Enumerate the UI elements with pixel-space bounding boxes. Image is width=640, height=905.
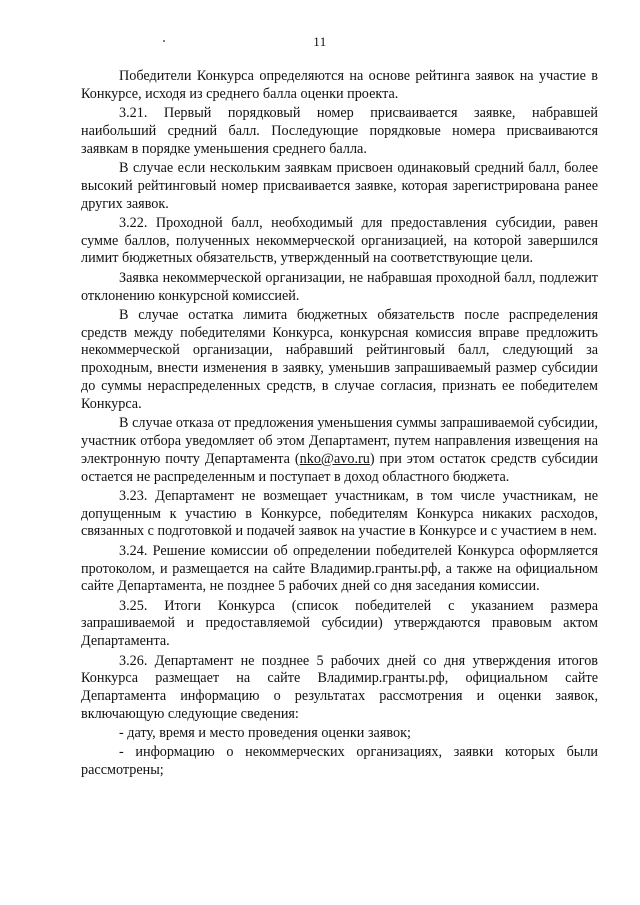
paragraph-remaining-limit: В случае остатка лимита бюджетных обязательств после распределения средств между победителями Конкурса, конкурсная комиссия вправе предложить некоммерческой организации, набравший рейтинговый балл, следующий за проходным, внести изменения в заявку, уменьшив запрашиваемый размер субсидии до суммы нераспределенных средств, в случае согласия, признать ее победителем Конкурса. xyxy=(81,306,598,412)
paragraph-3-23: 3.23. Департамент не возмещает участникам, в том числе участникам, не допущенным к участию в Конкурсе, победителям Конкурса никаких расходов, связанных с подготовкой и подачей заявок на участие в Конкурсе и с участием в нем. xyxy=(81,487,598,540)
paragraph-3-24: 3.24. Решение комиссии об определении победителей Конкурса оформляется протоколом, и размещается на сайте Владимир.гранты.рф, а также на официальном сайте Департамента, не позднее 5 рабочих дней со дня заседания комиссии. xyxy=(81,542,598,595)
paragraph-rejection: Заявка некоммерческой организации, не набравшая проходной балл, подлежит отклонению конкурсной комиссией. xyxy=(81,269,598,304)
paragraph-refusal-part2: ) при этом остаток средств субсидии остается не распределенным и поступает в доход областного бюджета. xyxy=(81,450,598,485)
list-item-date: - дату, время и место проведения оценки заявок; xyxy=(119,725,411,742)
scan-speck xyxy=(163,40,165,42)
paragraph-equal-score: В случае если нескольким заявкам присвоен одинаковый средний балл, более высокий рейтинговый номер присваивается заявке, которая зарегистрирована ранее других заявок. xyxy=(81,159,598,212)
paragraph-3-25: 3.25. Итоги Конкурса (список победителей с указанием размера запрашиваемой и предоставляемой субсидии) утверждаются правовым актом Департамента. xyxy=(81,597,598,650)
list-item-organizations: - информацию о некоммерческих организациях, заявки которых были рассмотрены; xyxy=(81,744,598,779)
paragraph-refusal xyxy=(81,415,598,486)
email-link[interactable]: nko@avo.ru xyxy=(299,450,370,467)
paragraph-3-22: 3.22. Проходной балл, необходимый для предоставления субсидии, равен сумме баллов, полученных некоммерческой организацией, на которой завершился лимит бюджетных обязательств, утвержденный на соответствующие цели. xyxy=(81,214,598,267)
paragraph-refusal-part1: В случае отказа от предложения уменьшения суммы запрашиваемой субсидии, участник отбора уведомляет об этом Департамент, путем направления извещения на электронную почту Департамента ( xyxy=(81,415,598,467)
paragraph-winners: Победители Конкурса определяются на основе рейтинга заявок на участие в Конкурсе, исходя из среднего балла оценки проекта. xyxy=(81,68,598,102)
paragraph-3-26: 3.26. Департамент не позднее 5 рабочих дней со дня утверждения итогов Конкурса размещает на сайте Владимир.гранты.рф, официальном сайте Департамента информацию о результатах рассмотрения и оценки заявок, включающую следующие сведения: xyxy=(81,652,598,722)
page-number: 11 xyxy=(313,34,327,49)
paragraph-3-21: 3.21. Первый порядковый номер присваивается заявке, набравшей наибольший средний балл. Последующие порядковые номера присваиваются заявкам в порядке уменьшения среднего балла. xyxy=(81,105,598,157)
document-body xyxy=(81,68,598,782)
